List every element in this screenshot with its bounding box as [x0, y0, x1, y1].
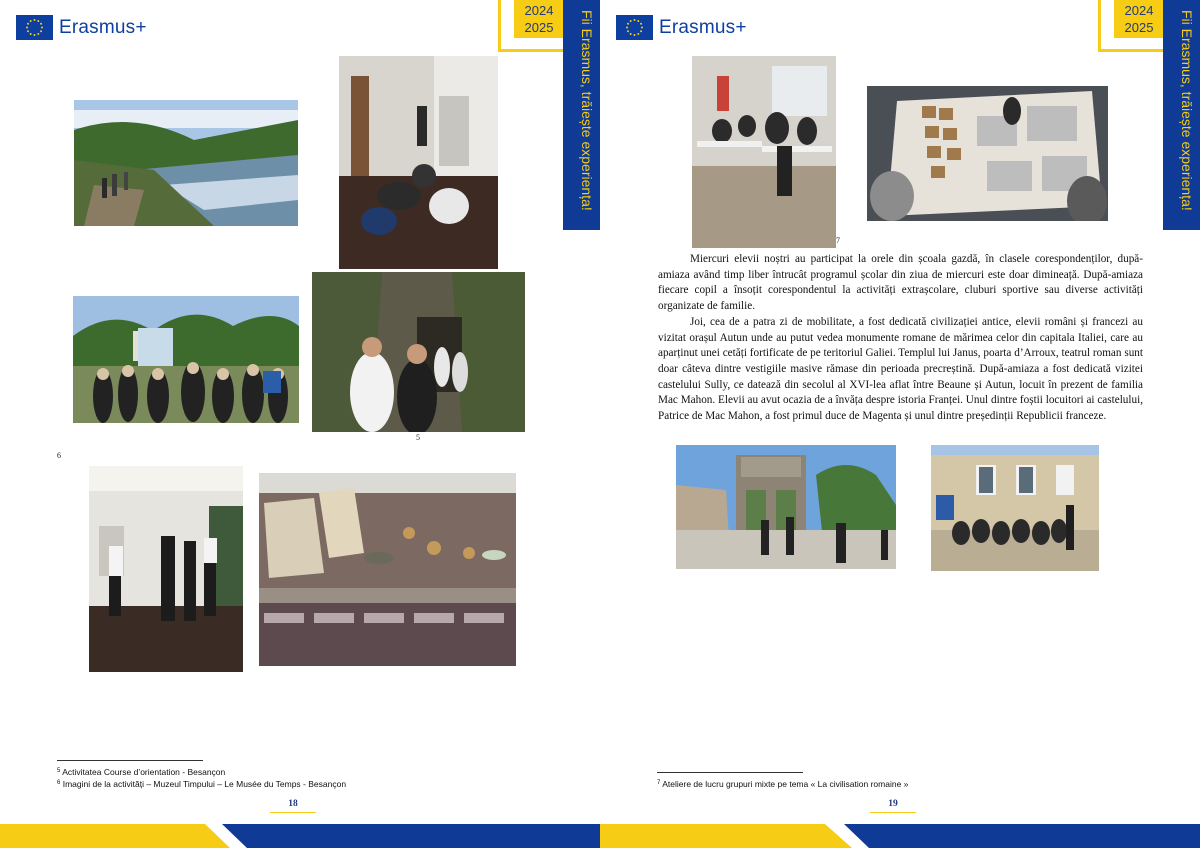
eu-flag-icon — [616, 15, 653, 40]
page-right — [600, 0, 1200, 848]
footnote-7-num: 7 — [657, 780, 661, 786]
year-top: 2024 — [524, 3, 554, 18]
logo-text: Erasmus+ — [659, 16, 747, 38]
photo-workshop-table — [867, 86, 1108, 221]
page-number: 19 — [888, 799, 898, 809]
footnote-6-text: Imagini de la activități – Muzeul Timpului – Le Musée du Temps - Besançon — [62, 779, 347, 789]
photo-stone-wall-girls — [312, 272, 525, 432]
footer-yellow-band — [0, 824, 230, 848]
photo-group-outdoors — [73, 296, 299, 423]
page-number-underline — [270, 812, 316, 813]
year-bottom: 2025 — [1124, 20, 1154, 35]
slogan-banner — [1163, 0, 1200, 230]
paragraph-wednesday: Miercuri elevii noștri au participat la orele din școala gazdă, în clasele corespondenților, după-amiaza având timp liber întrucât programul școlar din ziua de miercuri este doar dimineață. După-amiaza fiecare copil a însoțit corespondentul la activități extrașcolare, cluburi sportive sau diverse activități organizate de familie. — [658, 253, 1143, 313]
photo-museum-display-case — [259, 473, 516, 666]
erasmus-logo — [16, 15, 147, 40]
photo-roman-gate — [676, 445, 896, 569]
slogan-text: Fii Erasmus, trăiește experiența! — [579, 10, 595, 211]
footnote-separator — [57, 760, 203, 761]
slogan-banner — [563, 0, 600, 230]
footnote-7 — [657, 779, 908, 789]
logo-text: Erasmus+ — [59, 16, 147, 38]
footer-yellow-band — [600, 824, 852, 848]
year-top: 2024 — [1124, 3, 1154, 18]
paragraph-thursday: Joi, cea de a patra zi de mobilitate, a fost dedicată civilizației antice, elevii români și francezi au vizitat orașul Autun unde au putut vedea monumente romane de mărimea celor din capitala Italiei, care au aparținut unei cetăți fortificate de pe teritoriul Galiei. Templul lui Janus, poarta d’Arroux, teatrul roman sunt doar câteva dintre vestigiile masive rămase din perioada precreștină. După-amiaza a fost dedicată vizitei castelului Sully, ce datează din secolul al XVI-lea aflat între Beaune și Autun, locuit în prezent de familia Mac Mahon. Elevii au avut ocazia de a învăța despre istoria Franței. Unul dintre foștii locuitori ai castelului, Patrice de Mac Mahon, a fost primul duce de Magenta și unul dintre președinții Republicii franceze. — [658, 315, 1143, 423]
erasmus-logo — [616, 15, 747, 40]
footer-blue-band — [844, 824, 1200, 848]
footnote-separator — [657, 772, 803, 773]
page-number: 18 — [288, 799, 298, 809]
page-number-underline — [870, 812, 916, 813]
body-text — [658, 252, 1143, 425]
footnote-5-text: Activitatea Course d’orientation - Besançon — [62, 767, 226, 777]
year-badge — [1114, 0, 1164, 38]
photo-chateau-group — [931, 445, 1099, 571]
eu-flag-icon — [16, 15, 53, 40]
footnote-5 — [57, 767, 225, 777]
footnote-6-num: 6 — [57, 780, 61, 786]
year-bottom: 2025 — [524, 20, 554, 35]
photo-river-walk — [74, 100, 298, 226]
footnote-marker-5: 5 — [416, 433, 420, 442]
slogan-text: Fii Erasmus, trăiește experiența! — [1179, 10, 1195, 211]
year-badge — [514, 0, 564, 38]
photo-museum-hall-girls — [89, 466, 243, 672]
footnote-7-text: Ateliere de lucru grupuri mixte pe tema « La civilisation romaine » — [662, 779, 909, 789]
footnote-5-num: 5 — [57, 768, 61, 774]
footer-blue-band — [222, 824, 600, 848]
footnote-6 — [57, 779, 346, 789]
photo-classroom — [692, 56, 836, 248]
footnote-marker-7: 7 — [836, 236, 840, 245]
photo-museum-group-sitting — [339, 56, 498, 269]
footnote-marker-6: 6 — [57, 451, 61, 460]
